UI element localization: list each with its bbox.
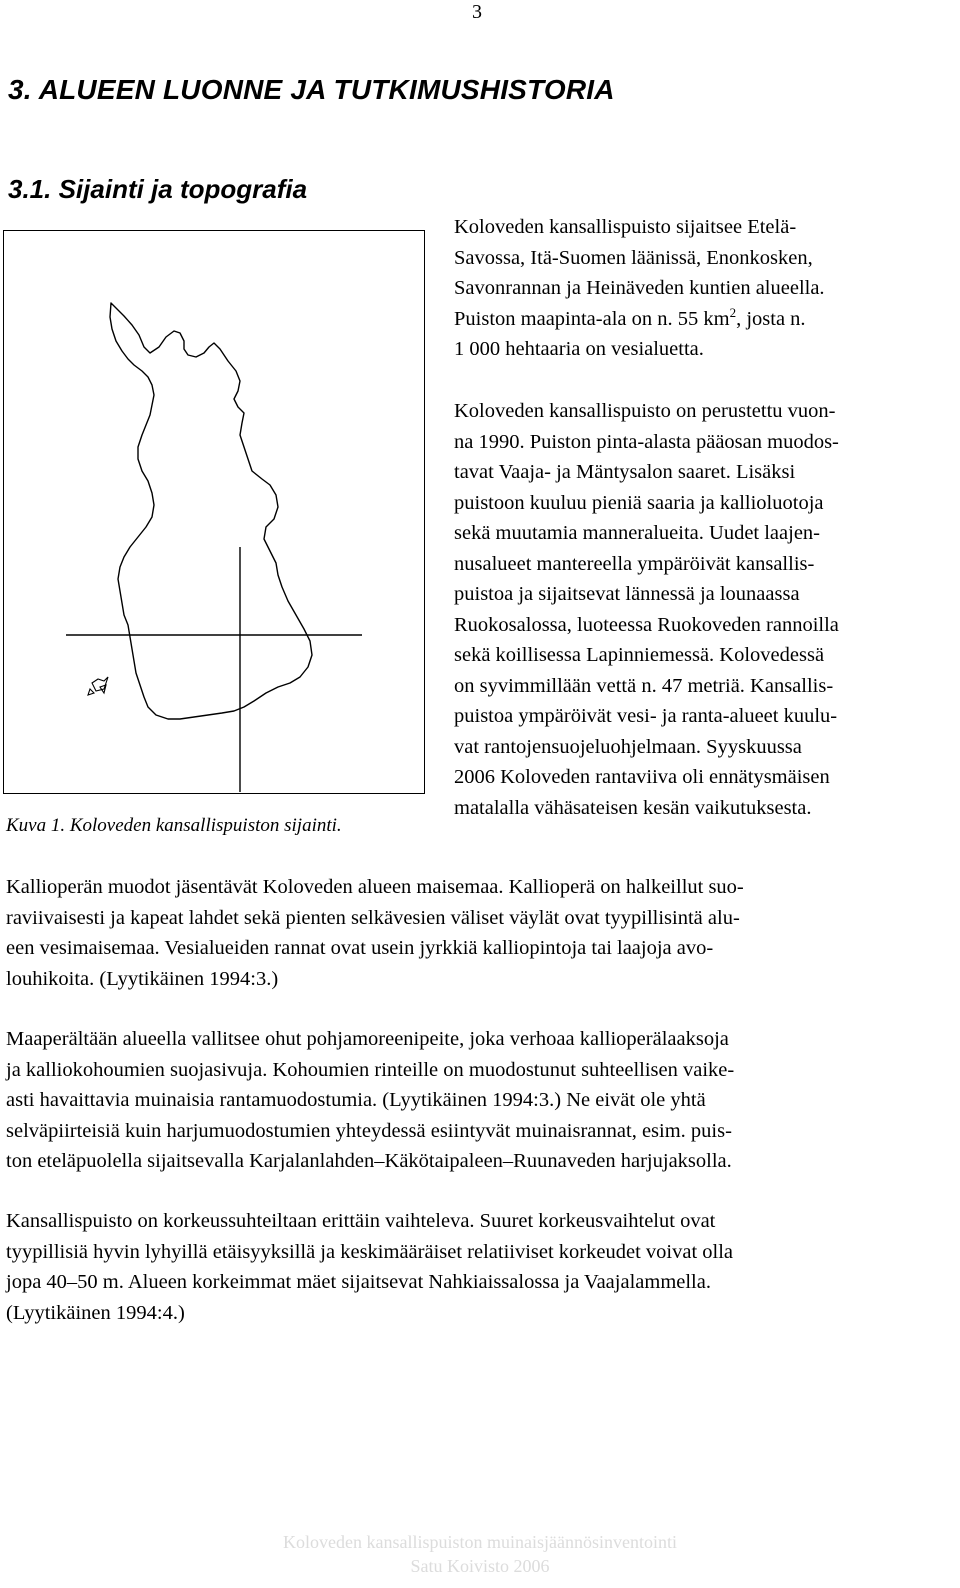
text-line: on syvimmillään vettä n. 47 metriä. Kansallis- — [454, 674, 834, 697]
text-line: Kallioperän muodot jäsentävät Koloveden alueen maisemaa. Kallioperä on halkeillut suo- — [6, 876, 744, 898]
text-line: tavat Vaaja- ja Mäntysalon saaret. Lisäksi — [454, 461, 796, 483]
text-line: raviivaisesti ja kapeat lahdet sekä pienten selkävesien väliset väylät ovat tyypillisintä alu- — [6, 906, 740, 929]
footer-author: Satu Koivisto 2006 — [410, 1556, 550, 1576]
area-text-end: , josta n. — [736, 307, 806, 330]
text-line: sekä muutamia manneralueita. Uudet laajen- — [454, 522, 820, 544]
page-number: 3 — [472, 1, 482, 23]
text-line: Ruokosalossa, luoteessa Ruokoveden rannoilla — [454, 613, 839, 636]
text-line: 2006 Koloveden rantaviiva oli ennätysmäisen — [454, 766, 830, 788]
text-line: puistoa ympäröivät vesi- ja ranta-alueet kuulu- — [454, 705, 838, 727]
section-heading: 3.1. Sijainti ja topografia — [8, 174, 308, 204]
figure-caption: Kuva 1. Koloveden kansallispuiston sijainti. — [6, 815, 342, 836]
text-line: ton eteläpuolella sijaitsevalla Karjalanlahden–Käkötaipaleen–Ruunaveden harjujaksolla. — [6, 1150, 732, 1172]
text-line: asti havaittavia muinaisia rantamuodostumia. (Lyytikäinen 1994:3.) Ne eivät ole yhtä — [6, 1089, 706, 1111]
paragraph-bedrock — [6, 872, 946, 994]
text-line: Kansallispuisto on korkeussuhteiltaan erittäin vaihteleva. Suuret korkeusvaihtelut ovat — [6, 1210, 716, 1232]
text-line: Maaperältään alueella vallitsee ohut pohjamoreenipeite, joka verhoaa kallioperälaaksoja — [6, 1028, 729, 1050]
text-line: selväpiirteisiä kuin harjumuodostumien yhteydessä esiintyvät muinaisrannat, esim. puis- — [6, 1119, 732, 1142]
text-line: Savonrannan ja Heinäveden kuntien alueella. — [454, 277, 825, 299]
paragraph-establishment — [454, 396, 944, 823]
text-line: puistoa ja sijaitsevat lännessä ja lounaassa — [454, 583, 800, 605]
finland-outline — [110, 303, 312, 719]
text-line: nusalueet mantereella ympäröivät kansallis- — [454, 552, 815, 575]
text-line: een vesimaisemaa. Vesialueiden rannat ovat usein jyrkkiä kalliopintoja tai laajoja avo- — [6, 937, 714, 959]
footer-title: Koloveden kansallispuiston muinaisjäännösinventointi — [283, 1532, 677, 1552]
text-line-area — [454, 304, 944, 335]
text-line: tyypillisiä hyvin lyhyillä etäisyyksillä ja keskimääräiset relatiiviset korkeudet voivat olla — [6, 1240, 734, 1263]
text-line: Koloveden kansallispuisto on perustettu vuon- — [454, 400, 836, 422]
paragraph-location — [454, 212, 944, 365]
text-line: jopa 40–50 m. Alueen korkeimmat mäet sijaitsevat Nahkiaissalossa ja Vaajalammella. — [6, 1271, 711, 1293]
text-line: 1 000 hehtaaria on vesialuetta. — [454, 338, 704, 360]
superscript-2: 2 — [729, 304, 737, 320]
text-line: ja kalliokohoumien suojasivuja. Kohoumien rinteille on muodostunut suhteellisen vaike- — [6, 1058, 735, 1081]
text-line: puistoon kuuluu pieniä saaria ja kallioluotoja — [454, 491, 824, 514]
text-line: sekä koillisessa Lapinniemessä. Kolovedessä — [454, 644, 825, 666]
paragraph-soil — [6, 1024, 946, 1177]
aland-islands-icon — [88, 677, 108, 695]
text-line: matalalla vähäsateisen kesän vaikutuksesta. — [454, 796, 812, 819]
finland-outline-map-icon — [4, 231, 424, 792]
chapter-heading: 3. ALUEEN LUONNE JA TUTKIMUSHISTORIA — [8, 74, 615, 105]
location-map-figure — [3, 230, 425, 794]
paragraph-elevation — [6, 1206, 946, 1328]
text-line: Savossa, Itä-Suomen läänissä, Enonkosken, — [454, 246, 813, 269]
text-line: Koloveden kansallispuisto sijaitsee Etelä- — [454, 216, 797, 238]
text-line: louhikoita. (Lyytikäinen 1994:3.) — [6, 967, 279, 990]
text-line: na 1990. Puiston pinta-alasta pääosan muodos- — [454, 430, 839, 453]
text-line: (Lyytikäinen 1994:4.) — [6, 1301, 185, 1324]
text-line: vat rantojensuojeluohjelmaan. Syyskuussa — [454, 735, 802, 758]
area-text: Puiston maapinta-ala on n. 55 km — [454, 307, 730, 330]
